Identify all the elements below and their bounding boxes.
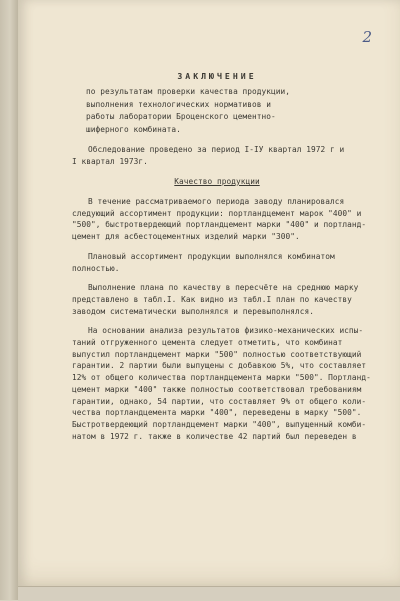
text-line: представлено в табл.I. Как видно из табл.I план по качеству	[72, 294, 352, 304]
text-line: Обследование проведено за период I-IУ квартал 1972 г и	[88, 145, 345, 154]
intro-paragraph	[72, 144, 362, 168]
text-line: Быстротвердеющий портландцемент марки "400", выпущенный комби-	[72, 419, 367, 429]
paragraph-assortment	[72, 196, 367, 243]
text-line: гарантии, однако, 54 партии, что составляет 9% от общего коли-	[72, 396, 367, 406]
text-line: цемент марки "400" также полностью соответствовал требованиям	[72, 384, 362, 394]
text-line: На основании анализа результатов физико-механических испы-	[88, 326, 364, 336]
text-line: выпустил портландцемент марки "500" полностью соответствующий	[72, 349, 362, 359]
document-body	[72, 70, 371, 450]
subtitle-line: работы лаборатории Броценского цементно-	[86, 112, 276, 121]
subtitle-line: по результатам проверки качества продукции,	[86, 87, 290, 96]
section-heading	[72, 176, 362, 188]
text-line: цемент для асбестоцементных изделий марки "300".	[72, 232, 300, 242]
text-line: "500", быстротвердеющий портландцемент марки "400" и портланд-	[72, 220, 367, 230]
text-line: 12% от общего количества портландцемента марки "500". Портланд-	[72, 373, 371, 383]
text-line: гарантии. 2 партии были выпущены с добавкою 5%, что составляет	[72, 361, 367, 371]
text-line: таний отгруженного цемента следует отметить, что комбинат	[72, 338, 343, 348]
binding-strip	[0, 0, 18, 600]
subtitle-line: выполнения технологических нормативов и	[86, 99, 272, 109]
text-line: чества портландцемента марки "400", переведены в марку "500".	[72, 408, 362, 418]
document-subtitle	[86, 86, 362, 136]
paragraph-quality-plan	[72, 282, 362, 317]
paragraph-plan-fulfilled	[72, 251, 362, 274]
text-line: следующий ассортимент продукции: портландцемент марок "400" и	[72, 208, 362, 218]
text-line: Выполнение плана по качеству в пересчёте на среднюю марку	[88, 283, 359, 293]
text-line: Плановый ассортимент продукции выполнялся комбинатом	[88, 251, 335, 261]
page-number: 2	[362, 28, 372, 46]
text-line: I квартал 1973г.	[72, 157, 148, 166]
section-heading-text: Качество продукции	[174, 177, 260, 186]
document-title: ЗАКЛЮЧЕНИЕ	[177, 71, 257, 81]
page-bottom-edge	[18, 586, 400, 601]
text-line: В течение рассматриваемого периода заводу планировался	[88, 197, 345, 206]
text-line: заводом систематически выполнялся и перевыполнялся.	[72, 306, 314, 316]
paragraph-test-analysis	[72, 325, 371, 442]
text-line: полностью.	[72, 263, 120, 273]
text-line: натом в 1972 г. также в количестве 42 партий был переведен в	[72, 431, 357, 441]
subtitle-line: шиферного комбината.	[86, 124, 181, 134]
